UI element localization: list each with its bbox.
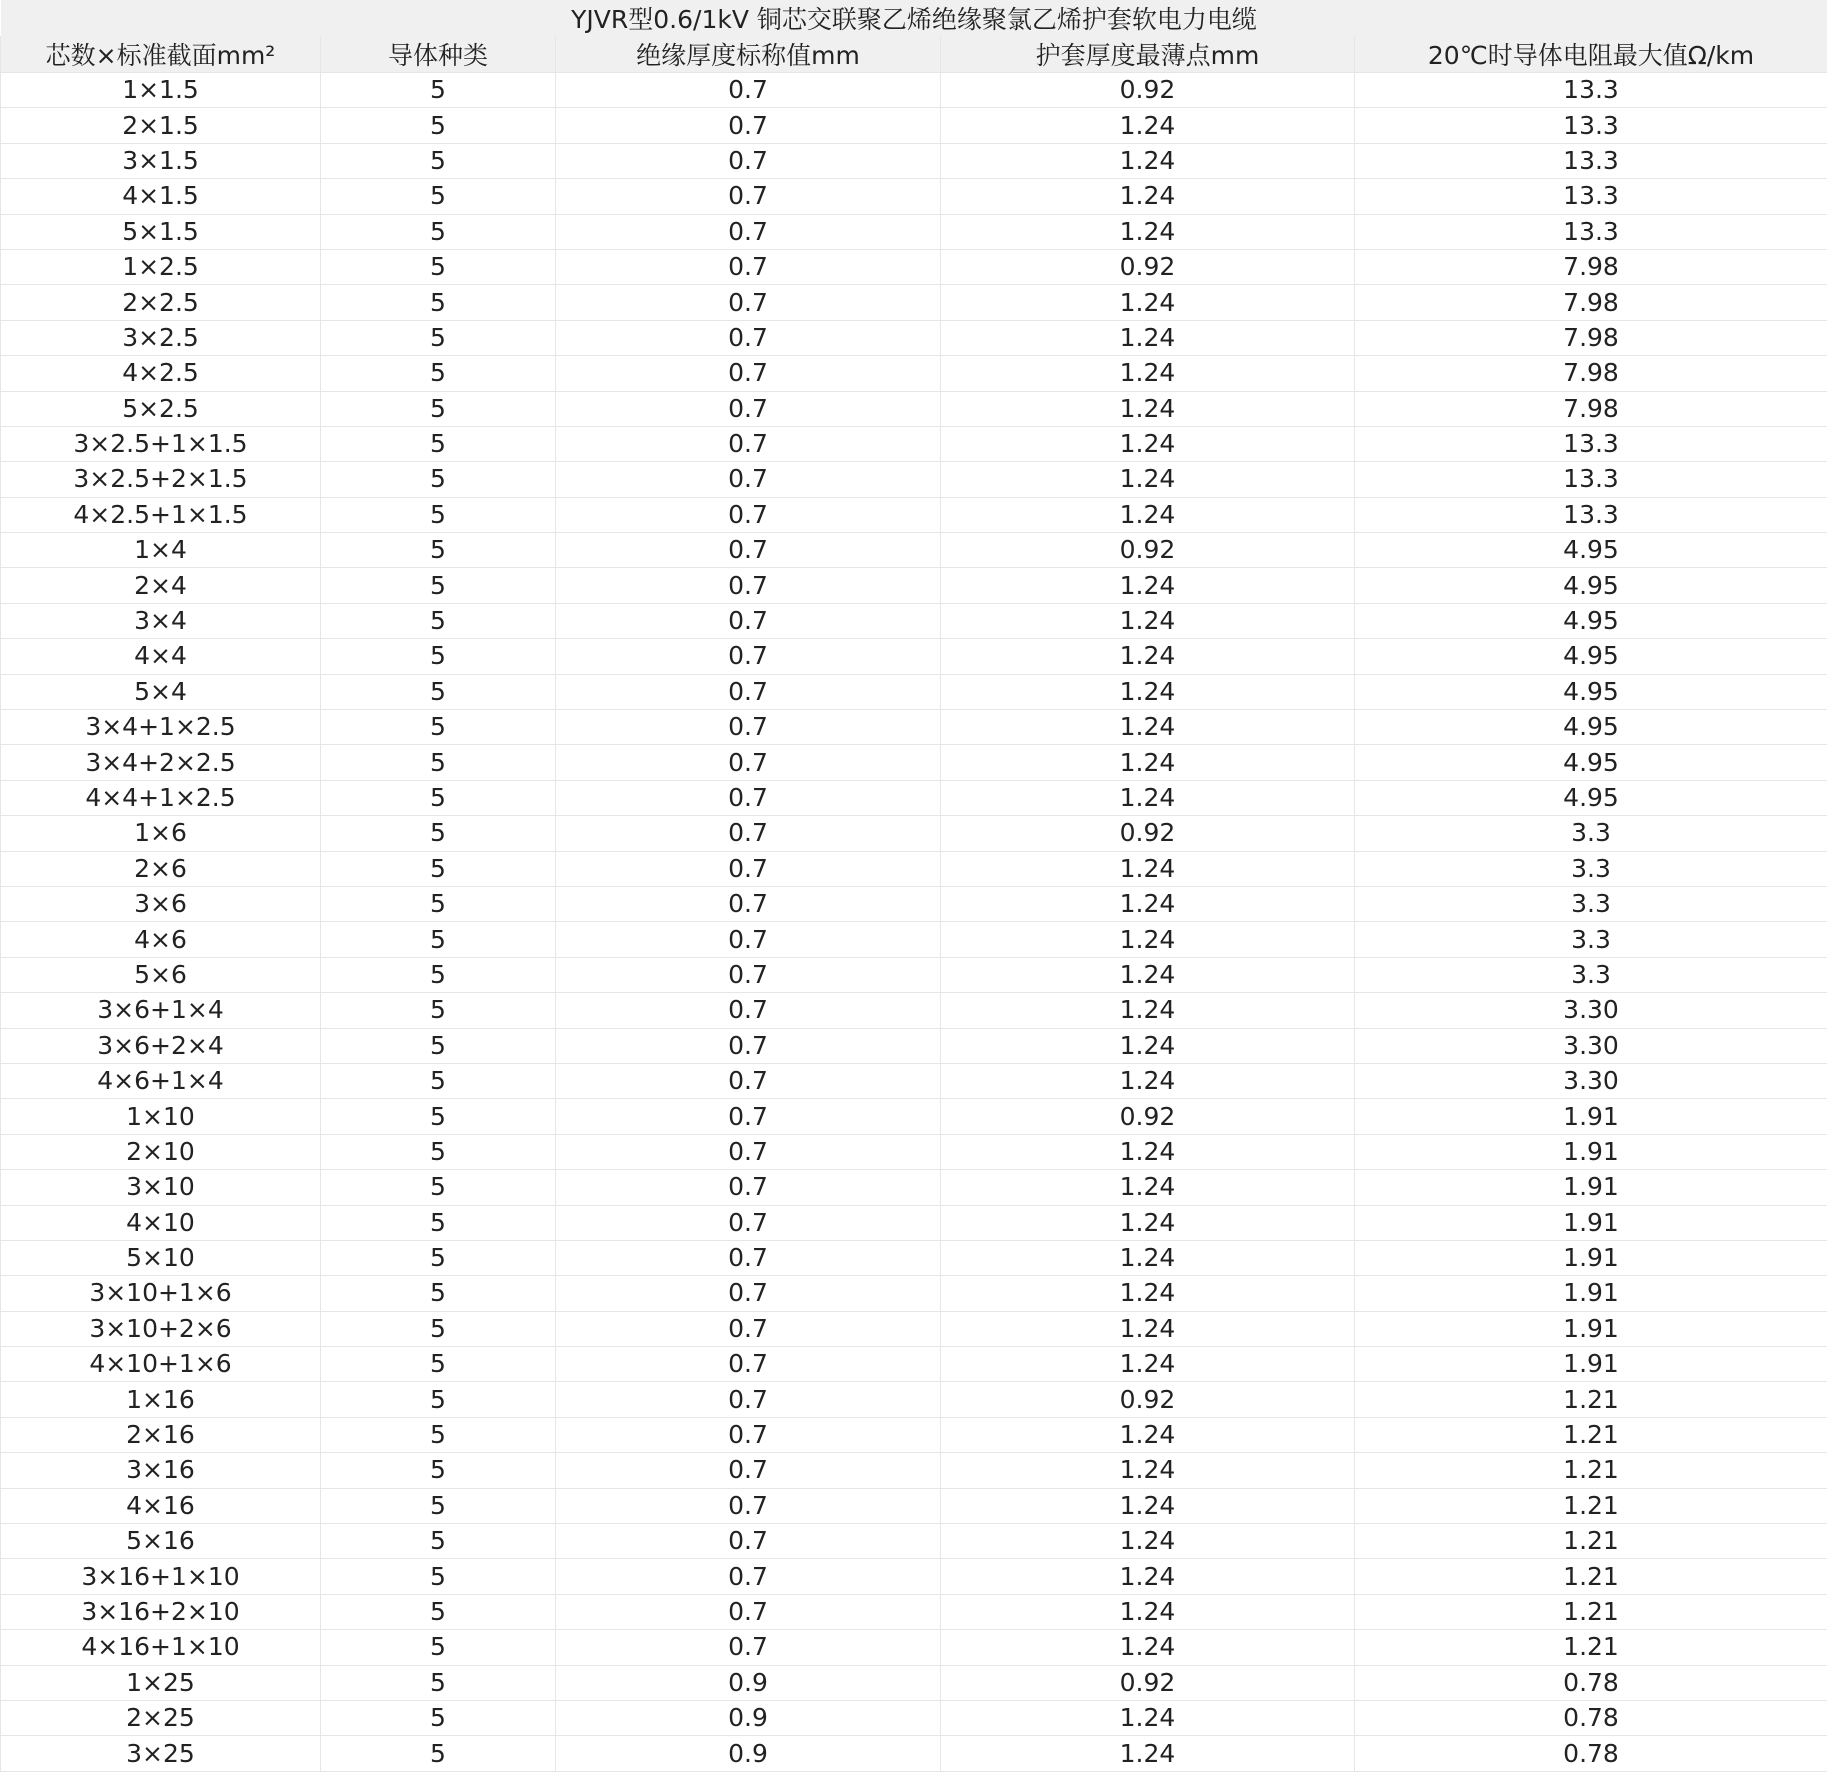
table-row [1, 1099, 1827, 1134]
cell-insulation-thickness: 0.9 [556, 1736, 941, 1771]
table-row [1, 497, 1827, 532]
cell-sheath-thickness: 1.24 [941, 674, 1355, 709]
cell-conductor-type: 5 [321, 1240, 556, 1275]
cell-sheath-thickness: 0.92 [941, 533, 1355, 568]
cell-conductor-type: 5 [321, 1630, 556, 1665]
cell-cores-section: 4×16+1×10 [1, 1630, 321, 1665]
cell-sheath-thickness: 1.24 [941, 214, 1355, 249]
cell-insulation-thickness: 0.7 [556, 851, 941, 886]
header-insulation-thickness: 绝缘厚度标称值mm [556, 36, 941, 73]
cell-cores-section: 5×4 [1, 674, 321, 709]
cell-cores-section: 5×10 [1, 1240, 321, 1275]
cell-sheath-thickness: 1.24 [941, 391, 1355, 426]
cell-cores-section: 2×1.5 [1, 108, 321, 143]
cell-cores-section: 3×4 [1, 603, 321, 638]
table-row [1, 462, 1827, 497]
cell-conductor-type: 5 [321, 1417, 556, 1452]
cell-cores-section: 2×4 [1, 568, 321, 603]
cell-cores-section: 2×25 [1, 1700, 321, 1735]
cell-cores-section: 4×2.5+1×1.5 [1, 497, 321, 532]
cell-cores-section: 4×6+1×4 [1, 1063, 321, 1098]
cell-insulation-thickness: 0.7 [556, 1099, 941, 1134]
cell-insulation-thickness: 0.7 [556, 1488, 941, 1523]
cell-insulation-thickness: 0.7 [556, 1417, 941, 1452]
header-conductor-type: 导体种类 [321, 36, 556, 73]
cell-sheath-thickness: 1.24 [941, 320, 1355, 355]
cell-sheath-thickness: 1.24 [941, 1630, 1355, 1665]
table-row [1, 179, 1827, 214]
table-row [1, 674, 1827, 709]
cell-insulation-thickness: 0.7 [556, 1311, 941, 1346]
cell-insulation-thickness: 0.7 [556, 1594, 941, 1629]
cell-sheath-thickness: 0.92 [941, 73, 1355, 108]
cell-conductor-resistance: 1.91 [1355, 1170, 1827, 1205]
cell-sheath-thickness: 1.24 [941, 1700, 1355, 1735]
table-row [1, 957, 1827, 992]
cell-sheath-thickness: 1.24 [941, 1417, 1355, 1452]
table-title-row [1, 0, 1827, 36]
cell-insulation-thickness: 0.7 [556, 639, 941, 674]
table-row [1, 851, 1827, 886]
cell-sheath-thickness: 1.24 [941, 851, 1355, 886]
cell-sheath-thickness: 1.24 [941, 1594, 1355, 1629]
cell-cores-section: 2×2.5 [1, 285, 321, 320]
cell-cores-section: 5×2.5 [1, 391, 321, 426]
cell-insulation-thickness: 0.7 [556, 710, 941, 745]
cell-conductor-resistance: 1.21 [1355, 1524, 1827, 1559]
cell-conductor-resistance: 4.95 [1355, 710, 1827, 745]
cell-insulation-thickness: 0.7 [556, 1134, 941, 1169]
cell-conductor-resistance: 1.91 [1355, 1205, 1827, 1240]
cell-conductor-type: 5 [321, 533, 556, 568]
cell-conductor-resistance: 1.91 [1355, 1347, 1827, 1382]
cell-sheath-thickness: 0.92 [941, 249, 1355, 284]
cell-insulation-thickness: 0.7 [556, 568, 941, 603]
cell-conductor-resistance: 0.78 [1355, 1700, 1827, 1735]
cell-conductor-type: 5 [321, 1559, 556, 1594]
cell-cores-section: 3×10+1×6 [1, 1276, 321, 1311]
cell-conductor-resistance: 4.95 [1355, 674, 1827, 709]
cell-sheath-thickness: 1.24 [941, 1453, 1355, 1488]
cell-insulation-thickness: 0.7 [556, 1028, 941, 1063]
cell-cores-section: 1×6 [1, 816, 321, 851]
cell-insulation-thickness: 0.7 [556, 426, 941, 461]
cell-insulation-thickness: 0.7 [556, 1170, 941, 1205]
cell-sheath-thickness: 1.24 [941, 1559, 1355, 1594]
table-row [1, 73, 1827, 108]
cell-sheath-thickness: 1.24 [941, 603, 1355, 638]
cell-insulation-thickness: 0.7 [556, 1276, 941, 1311]
cell-sheath-thickness: 1.24 [941, 993, 1355, 1028]
cell-conductor-resistance: 1.21 [1355, 1382, 1827, 1417]
table-title: YJVR型0.6/1kV 铜芯交联聚乙烯绝缘聚氯乙烯护套软电力电缆 [1, 0, 1827, 36]
cell-insulation-thickness: 0.7 [556, 1524, 941, 1559]
cell-insulation-thickness: 0.7 [556, 1453, 941, 1488]
cell-insulation-thickness: 0.7 [556, 745, 941, 780]
cell-insulation-thickness: 0.9 [556, 1700, 941, 1735]
cell-conductor-resistance: 1.91 [1355, 1099, 1827, 1134]
cell-insulation-thickness: 0.7 [556, 993, 941, 1028]
cell-cores-section: 3×6+2×4 [1, 1028, 321, 1063]
cell-conductor-type: 5 [321, 1205, 556, 1240]
cell-cores-section: 3×25 [1, 1736, 321, 1771]
cell-cores-section: 5×16 [1, 1524, 321, 1559]
table-row [1, 1559, 1827, 1594]
cell-cores-section: 3×6+1×4 [1, 993, 321, 1028]
cell-conductor-resistance: 1.91 [1355, 1240, 1827, 1275]
cell-conductor-type: 5 [321, 674, 556, 709]
cell-sheath-thickness: 1.24 [941, 1347, 1355, 1382]
cell-cores-section: 1×16 [1, 1382, 321, 1417]
cell-cores-section: 3×4+1×2.5 [1, 710, 321, 745]
cell-cores-section: 3×6 [1, 886, 321, 921]
cell-insulation-thickness: 0.7 [556, 780, 941, 815]
table-row [1, 1205, 1827, 1240]
cell-conductor-resistance: 3.30 [1355, 1028, 1827, 1063]
table-row [1, 214, 1827, 249]
cell-conductor-resistance: 3.3 [1355, 922, 1827, 957]
cell-cores-section: 1×1.5 [1, 73, 321, 108]
cell-insulation-thickness: 0.7 [556, 214, 941, 249]
cell-cores-section: 4×10 [1, 1205, 321, 1240]
cell-sheath-thickness: 1.24 [941, 1205, 1355, 1240]
cell-cores-section: 1×10 [1, 1099, 321, 1134]
table-header-row [1, 36, 1827, 73]
cell-cores-section: 4×4+1×2.5 [1, 780, 321, 815]
table-row [1, 922, 1827, 957]
cell-conductor-type: 5 [321, 1665, 556, 1700]
table-row [1, 780, 1827, 815]
cell-cores-section: 3×1.5 [1, 143, 321, 178]
cell-sheath-thickness: 1.24 [941, 179, 1355, 214]
cell-sheath-thickness: 1.24 [941, 497, 1355, 532]
cell-sheath-thickness: 1.24 [941, 285, 1355, 320]
cell-cores-section: 4×4 [1, 639, 321, 674]
cell-sheath-thickness: 1.24 [941, 462, 1355, 497]
cell-conductor-type: 5 [321, 1276, 556, 1311]
cell-cores-section: 3×16+2×10 [1, 1594, 321, 1629]
cell-insulation-thickness: 0.7 [556, 1630, 941, 1665]
table-row [1, 1488, 1827, 1523]
header-sheath-thickness: 护套厚度最薄点mm [941, 36, 1355, 73]
cell-sheath-thickness: 1.24 [941, 356, 1355, 391]
cell-insulation-thickness: 0.7 [556, 391, 941, 426]
table-row [1, 816, 1827, 851]
cell-sheath-thickness: 1.24 [941, 108, 1355, 143]
cell-conductor-type: 5 [321, 780, 556, 815]
cell-cores-section: 1×4 [1, 533, 321, 568]
cell-insulation-thickness: 0.7 [556, 462, 941, 497]
cell-sheath-thickness: 1.24 [941, 780, 1355, 815]
cell-conductor-type: 5 [321, 1382, 556, 1417]
cell-conductor-type: 5 [321, 1453, 556, 1488]
cell-cores-section: 3×16 [1, 1453, 321, 1488]
cell-sheath-thickness: 0.92 [941, 1665, 1355, 1700]
cell-cores-section: 3×4+2×2.5 [1, 745, 321, 780]
cell-insulation-thickness: 0.7 [556, 957, 941, 992]
cell-conductor-type: 5 [321, 1311, 556, 1346]
table-row [1, 1736, 1827, 1771]
cell-sheath-thickness: 1.24 [941, 957, 1355, 992]
cell-conductor-resistance: 1.91 [1355, 1311, 1827, 1346]
cell-conductor-type: 5 [321, 1170, 556, 1205]
cell-insulation-thickness: 0.7 [556, 1063, 941, 1098]
cell-insulation-thickness: 0.7 [556, 249, 941, 284]
cell-cores-section: 2×16 [1, 1417, 321, 1452]
cell-conductor-resistance: 1.21 [1355, 1453, 1827, 1488]
cell-insulation-thickness: 0.7 [556, 603, 941, 638]
cell-conductor-resistance: 13.3 [1355, 143, 1827, 178]
table-row [1, 285, 1827, 320]
cell-cores-section: 4×1.5 [1, 179, 321, 214]
cell-conductor-resistance: 3.3 [1355, 851, 1827, 886]
cell-conductor-type: 5 [321, 603, 556, 638]
table-row [1, 993, 1827, 1028]
cell-insulation-thickness: 0.7 [556, 886, 941, 921]
cell-conductor-type: 5 [321, 1347, 556, 1382]
table-row [1, 320, 1827, 355]
cell-conductor-type: 5 [321, 745, 556, 780]
cell-sheath-thickness: 0.92 [941, 1382, 1355, 1417]
cell-conductor-resistance: 1.21 [1355, 1594, 1827, 1629]
cell-conductor-type: 5 [321, 391, 556, 426]
cell-cores-section: 3×10 [1, 1170, 321, 1205]
cell-sheath-thickness: 1.24 [941, 1736, 1355, 1771]
table-row [1, 1347, 1827, 1382]
table-row [1, 108, 1827, 143]
cell-conductor-resistance: 1.91 [1355, 1134, 1827, 1169]
cell-insulation-thickness: 0.7 [556, 674, 941, 709]
cell-conductor-resistance: 3.3 [1355, 886, 1827, 921]
table-row [1, 1665, 1827, 1700]
cell-sheath-thickness: 0.92 [941, 1099, 1355, 1134]
cell-conductor-type: 5 [321, 249, 556, 284]
cell-conductor-type: 5 [321, 143, 556, 178]
cell-conductor-resistance: 0.78 [1355, 1665, 1827, 1700]
cell-sheath-thickness: 1.24 [941, 1063, 1355, 1098]
cell-conductor-type: 5 [321, 816, 556, 851]
table-row [1, 568, 1827, 603]
cell-conductor-type: 5 [321, 497, 556, 532]
cell-sheath-thickness: 1.24 [941, 745, 1355, 780]
cell-sheath-thickness: 1.24 [941, 568, 1355, 603]
cell-insulation-thickness: 0.7 [556, 1205, 941, 1240]
cell-insulation-thickness: 0.7 [556, 1382, 941, 1417]
table-row [1, 1524, 1827, 1559]
cell-sheath-thickness: 1.24 [941, 426, 1355, 461]
cell-sheath-thickness: 0.92 [941, 816, 1355, 851]
cell-conductor-type: 5 [321, 179, 556, 214]
cell-insulation-thickness: 0.7 [556, 1240, 941, 1275]
cell-conductor-type: 5 [321, 1063, 556, 1098]
cell-sheath-thickness: 1.24 [941, 1276, 1355, 1311]
cell-cores-section: 4×16 [1, 1488, 321, 1523]
cell-conductor-type: 5 [321, 957, 556, 992]
cell-cores-section: 4×2.5 [1, 356, 321, 391]
cell-conductor-resistance: 7.98 [1355, 356, 1827, 391]
cell-sheath-thickness: 1.24 [941, 1311, 1355, 1346]
cell-conductor-type: 5 [321, 356, 556, 391]
cell-insulation-thickness: 0.7 [556, 143, 941, 178]
cell-conductor-type: 5 [321, 426, 556, 461]
cell-cores-section: 1×2.5 [1, 249, 321, 284]
cell-conductor-resistance: 7.98 [1355, 320, 1827, 355]
cell-conductor-resistance: 13.3 [1355, 497, 1827, 532]
header-conductor-resistance: 20℃时导体电阻最大值Ω/km [1355, 36, 1827, 73]
cell-sheath-thickness: 1.24 [941, 1488, 1355, 1523]
cell-cores-section: 4×10+1×6 [1, 1347, 321, 1382]
cell-conductor-resistance: 4.95 [1355, 603, 1827, 638]
cell-cores-section: 4×6 [1, 922, 321, 957]
table-row [1, 745, 1827, 780]
cell-sheath-thickness: 1.24 [941, 639, 1355, 674]
cell-conductor-type: 5 [321, 73, 556, 108]
cell-conductor-resistance: 4.95 [1355, 568, 1827, 603]
cell-conductor-type: 5 [321, 1594, 556, 1629]
cell-conductor-resistance: 13.3 [1355, 73, 1827, 108]
cell-conductor-type: 5 [321, 320, 556, 355]
cell-conductor-type: 5 [321, 886, 556, 921]
cell-sheath-thickness: 1.24 [941, 1028, 1355, 1063]
cell-cores-section: 3×2.5+2×1.5 [1, 462, 321, 497]
cell-cores-section: 5×1.5 [1, 214, 321, 249]
cell-insulation-thickness: 0.7 [556, 320, 941, 355]
cell-conductor-resistance: 7.98 [1355, 391, 1827, 426]
cell-conductor-resistance: 1.21 [1355, 1559, 1827, 1594]
table-row [1, 533, 1827, 568]
table-row [1, 249, 1827, 284]
cell-insulation-thickness: 0.7 [556, 73, 941, 108]
cell-conductor-resistance: 4.95 [1355, 745, 1827, 780]
table-row [1, 1170, 1827, 1205]
cell-conductor-resistance: 0.78 [1355, 1736, 1827, 1771]
table-row [1, 1063, 1827, 1098]
cell-insulation-thickness: 0.9 [556, 1665, 941, 1700]
cell-conductor-resistance: 4.95 [1355, 639, 1827, 674]
table-row [1, 1276, 1827, 1311]
table-row [1, 356, 1827, 391]
cell-cores-section: 3×16+1×10 [1, 1559, 321, 1594]
cell-conductor-type: 5 [321, 1134, 556, 1169]
table-row [1, 1594, 1827, 1629]
cell-conductor-resistance: 1.21 [1355, 1417, 1827, 1452]
cell-sheath-thickness: 1.24 [941, 886, 1355, 921]
cell-sheath-thickness: 1.24 [941, 143, 1355, 178]
cell-conductor-type: 5 [321, 462, 556, 497]
cell-cores-section: 1×25 [1, 1665, 321, 1700]
cell-cores-section: 3×2.5+1×1.5 [1, 426, 321, 461]
table-row [1, 639, 1827, 674]
cell-conductor-type: 5 [321, 851, 556, 886]
table-row [1, 1700, 1827, 1735]
cell-conductor-resistance: 13.3 [1355, 179, 1827, 214]
cell-conductor-type: 5 [321, 639, 556, 674]
cell-conductor-resistance: 7.98 [1355, 285, 1827, 320]
cell-conductor-type: 5 [321, 1028, 556, 1063]
cell-conductor-type: 5 [321, 1700, 556, 1735]
cell-conductor-resistance: 3.30 [1355, 993, 1827, 1028]
cell-insulation-thickness: 0.7 [556, 356, 941, 391]
cell-insulation-thickness: 0.7 [556, 285, 941, 320]
table-row [1, 886, 1827, 921]
cell-insulation-thickness: 0.7 [556, 1347, 941, 1382]
cell-conductor-type: 5 [321, 1099, 556, 1134]
cell-conductor-type: 5 [321, 285, 556, 320]
cell-insulation-thickness: 0.7 [556, 816, 941, 851]
cell-insulation-thickness: 0.7 [556, 922, 941, 957]
cell-conductor-resistance: 3.3 [1355, 816, 1827, 851]
cell-conductor-resistance: 7.98 [1355, 249, 1827, 284]
table-row [1, 1382, 1827, 1417]
cell-conductor-type: 5 [321, 710, 556, 745]
cell-conductor-resistance: 1.21 [1355, 1488, 1827, 1523]
cell-conductor-type: 5 [321, 214, 556, 249]
cell-insulation-thickness: 0.7 [556, 533, 941, 568]
cell-conductor-type: 5 [321, 1524, 556, 1559]
cell-conductor-resistance: 3.3 [1355, 957, 1827, 992]
cell-conductor-type: 5 [321, 1736, 556, 1771]
table-row [1, 1134, 1827, 1169]
cell-conductor-resistance: 4.95 [1355, 780, 1827, 815]
table-row [1, 1630, 1827, 1665]
header-cores-section: 芯数×标准截面mm² [1, 36, 321, 73]
cell-conductor-resistance: 13.3 [1355, 214, 1827, 249]
cell-conductor-type: 5 [321, 993, 556, 1028]
cell-conductor-resistance: 13.3 [1355, 426, 1827, 461]
cell-sheath-thickness: 1.24 [941, 1134, 1355, 1169]
cell-conductor-resistance: 1.91 [1355, 1276, 1827, 1311]
cell-cores-section: 2×10 [1, 1134, 321, 1169]
cell-conductor-resistance: 4.95 [1355, 533, 1827, 568]
cell-conductor-resistance: 13.3 [1355, 108, 1827, 143]
cell-sheath-thickness: 1.24 [941, 922, 1355, 957]
cell-cores-section: 3×2.5 [1, 320, 321, 355]
cell-sheath-thickness: 1.24 [941, 710, 1355, 745]
cell-conductor-type: 5 [321, 1488, 556, 1523]
cell-conductor-type: 5 [321, 568, 556, 603]
cell-insulation-thickness: 0.7 [556, 1559, 941, 1594]
cell-insulation-thickness: 0.7 [556, 179, 941, 214]
cell-cores-section: 3×10+2×6 [1, 1311, 321, 1346]
table-row [1, 1311, 1827, 1346]
table-row [1, 1028, 1827, 1063]
table-row [1, 603, 1827, 638]
table-row [1, 1240, 1827, 1275]
table-row [1, 1453, 1827, 1488]
table-row [1, 391, 1827, 426]
cell-conductor-type: 5 [321, 922, 556, 957]
cell-insulation-thickness: 0.7 [556, 108, 941, 143]
table-row [1, 426, 1827, 461]
cell-conductor-resistance: 13.3 [1355, 462, 1827, 497]
cell-sheath-thickness: 1.24 [941, 1170, 1355, 1205]
cell-sheath-thickness: 1.24 [941, 1240, 1355, 1275]
cell-insulation-thickness: 0.7 [556, 497, 941, 532]
cell-sheath-thickness: 1.24 [941, 1524, 1355, 1559]
table-row [1, 710, 1827, 745]
cell-conductor-resistance: 3.30 [1355, 1063, 1827, 1098]
cell-cores-section: 2×6 [1, 851, 321, 886]
table-row [1, 1417, 1827, 1452]
cell-conductor-type: 5 [321, 108, 556, 143]
cell-cores-section: 5×6 [1, 957, 321, 992]
table-body [1, 73, 1827, 1772]
cell-conductor-resistance: 1.21 [1355, 1630, 1827, 1665]
table-row [1, 143, 1827, 178]
